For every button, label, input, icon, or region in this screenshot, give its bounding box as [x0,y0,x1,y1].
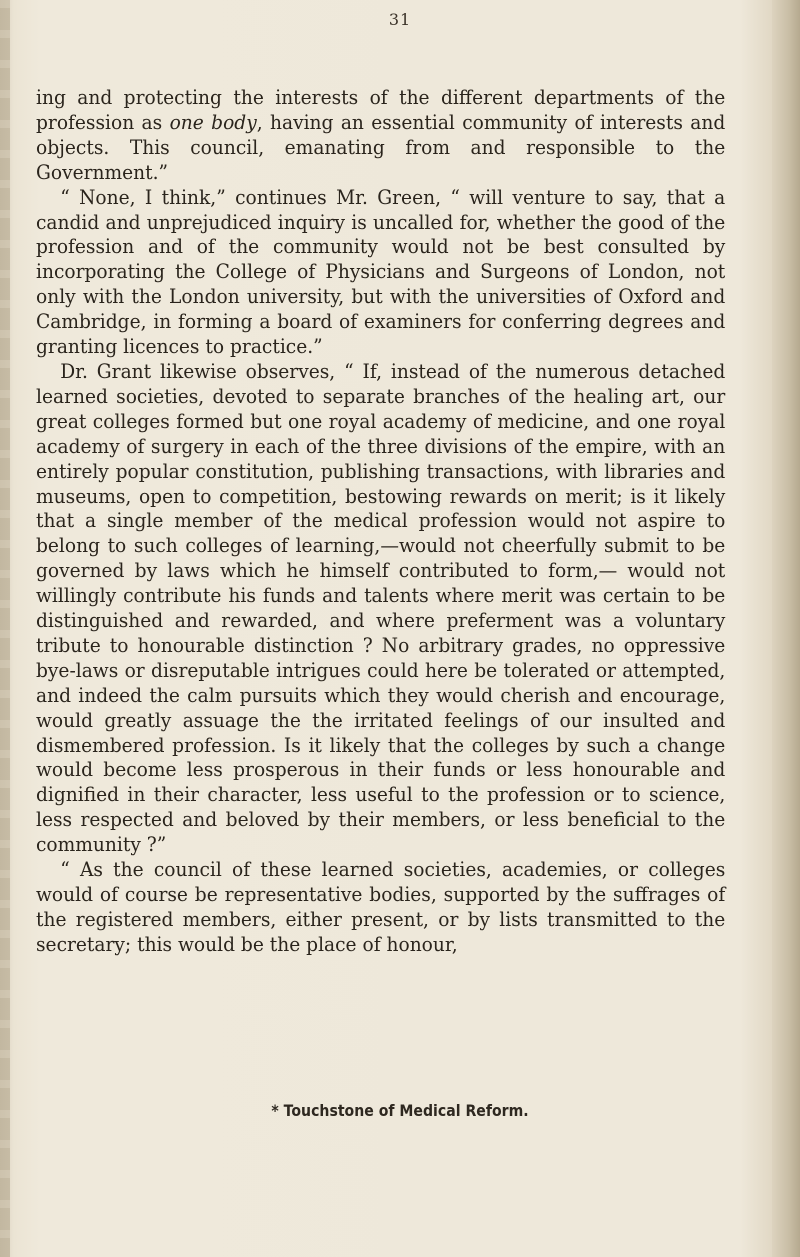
paragraph-1-before: ing and protecting the interests of the different departments of the profession as [36,86,726,134]
paragraph-4: “ As the council of these learned societies, academies, or colleges would of course be representative bodies, supported by the suffrages of the registered members, either present, or by lists transmitted to the secretary; this would be the place of honour, [36,858,726,956]
paragraph-3: Dr. Grant likewise observes, “ If, instead of the numerous detached learned societies, devoted to separate branches of the healing art, our great colleges formed but one royal academy of medicine, and one royal academy of surgery in each of the three divisions of the empire, with an entirely popular constitution, publishing transactions, with libraries and museums, open to competition, bestowing rewards on merit; is it likely that a single member of the medical profession would not aspire to belong to such colleges of learning,—would not cheerfully submit to be governed by laws which he himself contributed to form,— would not willingly contribute his funds and talents where merit was certain to be distinguished and rewarded, and where preferment was a voluntary tribute to honourable distinction ? No arbitrary grades, no oppressive bye-laws or disreputable intrigues could here be tolerated or attempted, and indeed the calm pursuits which they would cherish and encourage, would greatly assuage the the irritated feelings of our insulted and dismembered profession. Is it likely that the colleges by such a change would become less prosperous in their funds or less honourable and dignified in their character, less useful to the profession or to science, less respected and beloved by their members, or less beneficial to the community ?” [36,359,726,857]
body-text [36,86,725,958]
paragraph-2: “ None, I think,” continues Mr. Green, “ will venture to say, that a candid and unprejudiced inquiry is uncalled for, whether the good of the profession and of the community would not be best consulted by incorporating the College of Physicians and Surgeons of London, not only with the London university, but with the universities of Oxford and Cambridge, in forming a board of examiners for conferring degrees and granting licences to practice.” [36,185,726,359]
page-number: 31 [388,10,412,29]
page-right-edge [772,0,800,1257]
footnote: * Touchstone of Medical Reform. [271,1101,529,1120]
paragraph-1 [36,86,725,186]
emphasis-one-body: one body [169,110,257,134]
paragraph-1-after: , having an essential community of interests and objects. This council, emanating from and responsible to the Government.” [36,110,726,184]
page-left-edge [0,0,10,1257]
